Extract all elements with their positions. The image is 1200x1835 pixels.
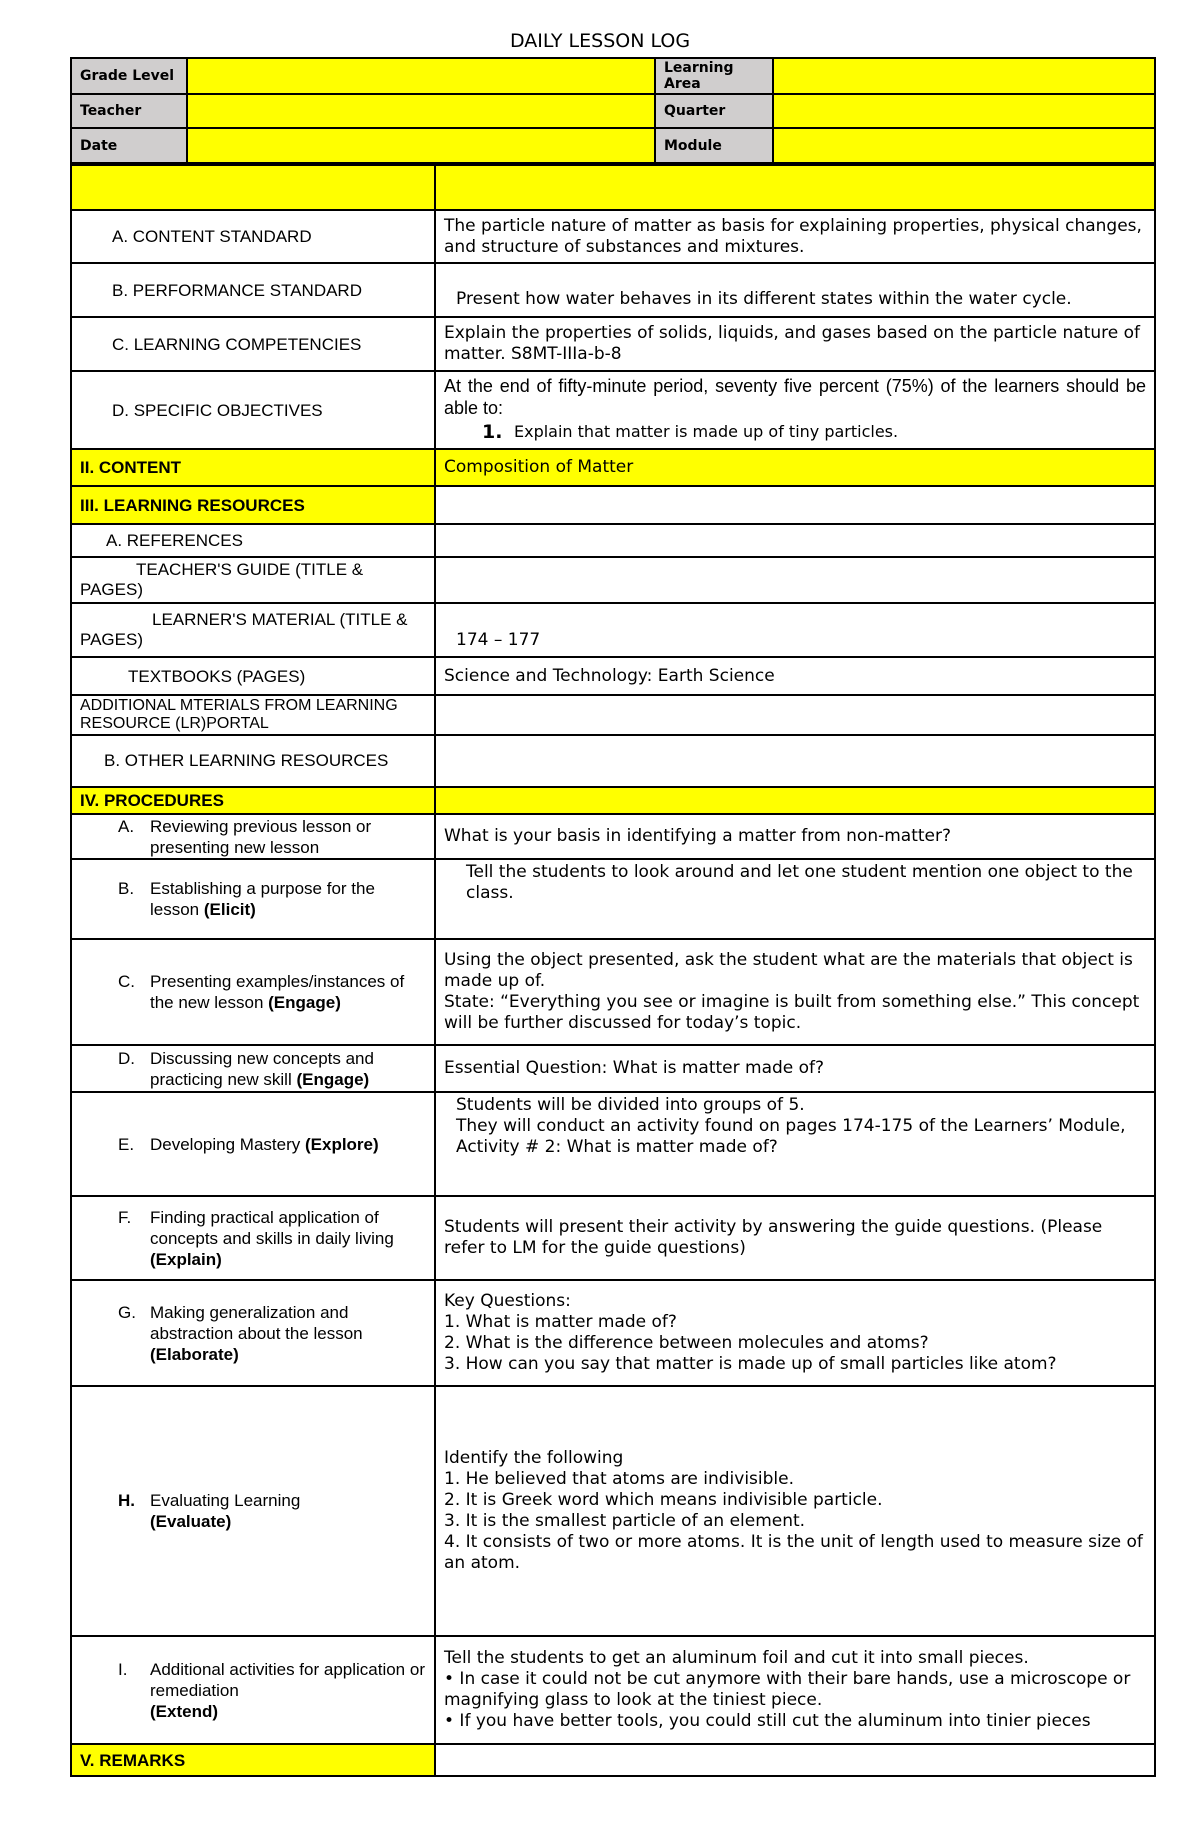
procedure-e-value-line2: They will conduct an activity found on pages 174-175 of the Learners’ Module, Activity # 2: What is matter made of? <box>456 1116 1126 1157</box>
procedures-label: IV. PROCEDURES <box>71 787 435 814</box>
procedure-a-letter: A. <box>118 816 135 836</box>
procedure-b-letter: B. <box>118 879 135 898</box>
other-resources-value <box>435 735 1155 787</box>
procedure-a-label <box>71 814 435 859</box>
additional-materials-label: ADDITIONAL MTERIALS FROM LEARNING RESOURCE (LR)PORTAL <box>71 695 435 735</box>
content-standard-label: A. CONTENT STANDARD <box>71 210 435 263</box>
learning-area-field[interactable] <box>773 58 1155 94</box>
objectives-header-value <box>435 165 1155 210</box>
specific-objectives-intro: At the end of fifty-minute period, seventy five percent (75%) of the learners should be able to: <box>444 376 1146 418</box>
date-field[interactable] <box>187 128 655 163</box>
procedure-h-letter: H. <box>118 1491 135 1510</box>
textbooks-value: Science and Technology: Earth Science <box>435 657 1155 695</box>
procedure-h-line: 1. He believed that atoms are indivisible. <box>444 1469 795 1489</box>
date-label: Date <box>71 128 187 163</box>
procedure-d-label <box>71 1045 435 1092</box>
procedure-e-value <box>435 1092 1155 1196</box>
learning-competencies-value: Explain the properties of solids, liquids, and gases based on the particle nature of matter. S8MT-IIIa-b-8 <box>435 317 1155 371</box>
procedure-d-text: Discussing new concepts and practicing new skill <box>150 1048 374 1089</box>
procedure-g-value <box>435 1280 1155 1386</box>
learning-area-label: Learning Area <box>655 58 773 94</box>
remarks-value <box>435 1744 1155 1776</box>
procedure-b-tag: (Elicit) <box>203 900 256 919</box>
procedure-g-line: 3. How can you say that matter is made up of small particles like atom? <box>444 1354 1057 1374</box>
header-table <box>70 57 1156 164</box>
objectives-header-cell <box>71 165 435 210</box>
specific-objective-text: Explain that matter is made up of tiny particles. <box>514 422 899 441</box>
specific-objective-item <box>444 419 1146 445</box>
procedure-i-line: • In case it could not be cut anymore with their bare hands, use a microscope or magnifying glass to look at the tiniest piece. <box>444 1669 1131 1710</box>
procedure-d-letter: D. <box>118 1048 135 1068</box>
teachers-guide-value <box>435 557 1155 603</box>
procedure-f-label <box>71 1196 435 1280</box>
procedure-h-line: 3. It is the smallest particle of an element. <box>444 1511 806 1531</box>
procedure-a-text: Reviewing previous lesson or presenting new lesson <box>150 816 372 857</box>
grade-level-field[interactable] <box>187 58 655 94</box>
procedure-b-label <box>71 859 435 939</box>
procedure-c-value-line2: State: “Everything you see or imagine is built from something else.” This concept will be further discussed for today’s topic. <box>444 992 1140 1033</box>
procedure-h-line: Identify the following <box>444 1448 624 1468</box>
procedure-g-tag: (Elaborate) <box>150 1344 239 1364</box>
learners-material-label: LEARNER'S MATERIAL (TITLE & PAGES) <box>71 603 435 657</box>
procedure-d-value: Essential Question: What is matter made of? <box>435 1045 1155 1092</box>
additional-materials-value <box>435 695 1155 735</box>
learning-competencies-label: C. LEARNING COMPETENCIES <box>71 317 435 371</box>
procedure-f-tag: (Explain) <box>150 1249 222 1269</box>
content-value: Composition of Matter <box>435 449 1155 486</box>
references-label: A. REFERENCES <box>71 524 435 557</box>
procedure-h-tag: (Evaluate) <box>150 1512 232 1531</box>
procedure-i-text: Additional activities for application or remediation <box>150 1659 425 1700</box>
teacher-label: Teacher <box>71 94 187 129</box>
procedure-g-label <box>71 1280 435 1386</box>
procedure-i-value <box>435 1636 1155 1744</box>
procedure-h-value <box>435 1386 1155 1636</box>
module-label: Module <box>655 128 773 163</box>
performance-standard-value: Present how water behaves in its different states within the water cycle. <box>435 263 1155 317</box>
performance-standard-label: B. PERFORMANCE STANDARD <box>71 263 435 317</box>
procedure-h-label <box>71 1386 435 1636</box>
procedure-f-value: Students will present their activity by answering the guide questions. (Please refer to LM for the guide questions) <box>435 1196 1155 1280</box>
procedure-c-value-line1: Using the object presented, ask the student what are the materials that object is made up of. <box>444 950 1133 991</box>
procedure-e-text: Developing Mastery <box>150 1134 301 1154</box>
procedure-i-line: Tell the students to get an aluminum foil and cut it into small pieces. <box>444 1648 1029 1668</box>
learning-resources-label: III. LEARNING RESOURCES <box>71 486 435 524</box>
procedure-h-text: Evaluating Learning <box>150 1491 301 1510</box>
grade-level-label: Grade Level <box>71 58 187 94</box>
teachers-guide-label: TEACHER'S GUIDE (TITLE & PAGES) <box>71 557 435 603</box>
procedure-g-text: Making generalization and abstraction about the lesson <box>150 1302 363 1343</box>
procedure-c-label <box>71 939 435 1045</box>
procedure-i-tag: (Extend) <box>150 1701 218 1721</box>
procedure-h-line: 4. It consists of two or more atoms. It is the unit of length used to measure size of an atom. <box>444 1532 1143 1573</box>
learners-material-value: 174 – 177 <box>435 603 1155 657</box>
content-label: II. CONTENT <box>71 449 435 486</box>
procedure-e-value-line1: Students will be divided into groups of 5. <box>456 1095 805 1115</box>
specific-objectives-cell <box>435 371 1155 449</box>
procedure-i-letter: I. <box>118 1659 128 1679</box>
specific-objectives-label: D. SPECIFIC OBJECTIVES <box>71 371 435 449</box>
procedure-e-label <box>71 1092 435 1196</box>
references-value <box>435 524 1155 557</box>
procedure-c-text: Presenting examples/instances of the new lesson <box>150 972 405 1012</box>
teacher-field[interactable] <box>187 94 655 129</box>
procedure-c-value <box>435 939 1155 1045</box>
procedure-a-value: What is your basis in identifying a matter from non-matter? <box>435 814 1155 859</box>
procedure-g-letter: G. <box>118 1302 136 1322</box>
procedures-value <box>435 787 1155 814</box>
quarter-label: Quarter <box>655 94 773 129</box>
content-standard-value: The particle nature of matter as basis for explaining properties, physical changes, and structure of substances and mixtures. <box>435 210 1155 263</box>
page-title: DAILY LESSON LOG <box>509 30 691 52</box>
procedure-i-label <box>71 1636 435 1744</box>
module-field[interactable] <box>773 128 1155 163</box>
procedure-g-line: Key Questions: <box>444 1291 571 1311</box>
procedure-g-line: 2. What is the difference between molecules and atoms? <box>444 1333 929 1353</box>
procedure-g-line: 1. What is matter made of? <box>444 1312 677 1332</box>
procedure-c-letter: C. <box>118 972 135 991</box>
procedure-f-text: Finding practical application of concepts and skills in daily living <box>150 1207 394 1248</box>
procedure-f-letter: F. <box>118 1207 132 1227</box>
remarks-label: V. REMARKS <box>71 1744 435 1776</box>
procedure-e-tag: (Explore) <box>304 1134 379 1154</box>
quarter-field[interactable] <box>773 94 1155 129</box>
other-resources-label: B. OTHER LEARNING RESOURCES <box>71 735 435 787</box>
lesson-table <box>70 164 1156 1777</box>
procedure-h-line: 2. It is Greek word which means indivisible particle. <box>444 1490 883 1510</box>
procedure-d-tag: (Engage) <box>296 1069 370 1089</box>
textbooks-label: TEXTBOOKS (PAGES) <box>71 657 435 695</box>
specific-objective-number: 1. <box>482 421 503 443</box>
procedure-b-text: Establishing a purpose for the lesson <box>150 879 375 919</box>
procedure-b-value: Tell the students to look around and let one student mention one object to the class. <box>435 859 1155 939</box>
learning-resources-value <box>435 486 1155 524</box>
procedure-e-letter: E. <box>118 1134 135 1154</box>
procedure-i-line: • If you have better tools, you could still cut the aluminum into tinier pieces <box>444 1711 1091 1731</box>
procedure-c-tag: (Engage) <box>268 993 341 1012</box>
